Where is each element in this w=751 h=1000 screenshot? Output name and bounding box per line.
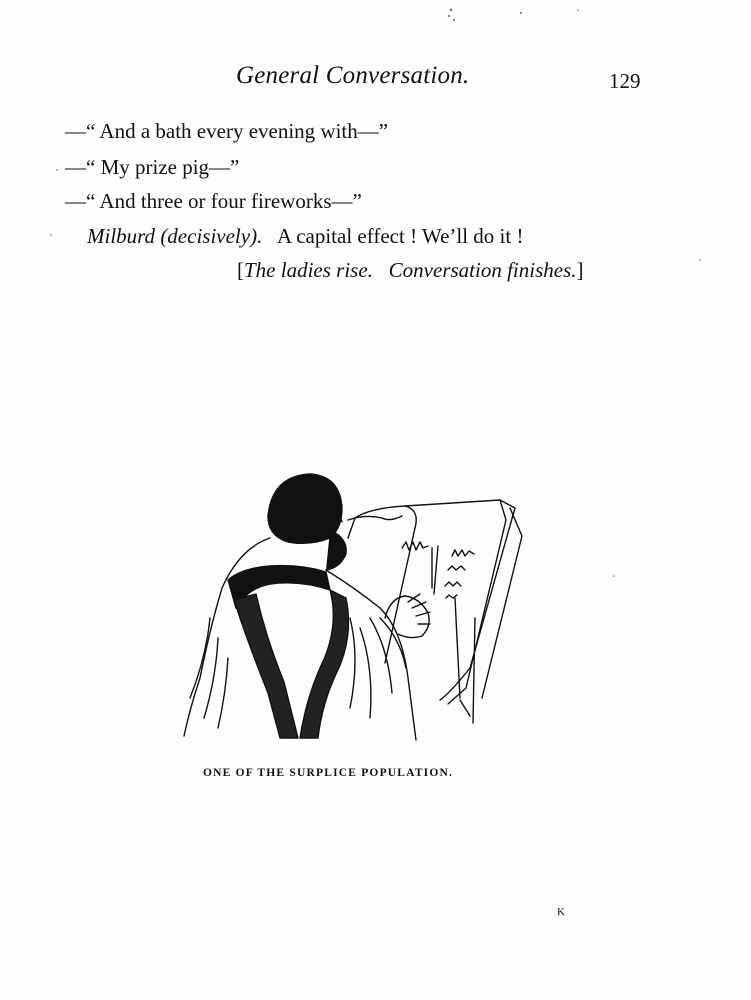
dialogue-line-pig: —“ My prize pig—”: [65, 155, 240, 179]
dialogue-line-fireworks: —“ And three or four fireworks—”: [65, 189, 362, 213]
speaker-direction: (decisively).: [160, 224, 263, 248]
dialogue-line-bath: —“ And a bath every evening with—”: [65, 119, 389, 143]
page-number: 129: [609, 69, 641, 93]
stage-direction-rise: The ladies rise.: [244, 258, 373, 282]
speaker-speech: A capital effect ! We’ll do it !: [276, 224, 524, 248]
running-header-title: General Conversation.: [236, 62, 470, 89]
bracket-close: ]: [576, 258, 584, 282]
bracket-open: [: [237, 258, 244, 282]
speaker-name: Milburd: [87, 224, 156, 248]
illustration-caption: ONE OF THE SURPLICE POPULATION.: [203, 767, 454, 779]
stage-direction-finish: Conversation finishes.: [388, 258, 577, 282]
signature-mark: K: [557, 906, 565, 918]
